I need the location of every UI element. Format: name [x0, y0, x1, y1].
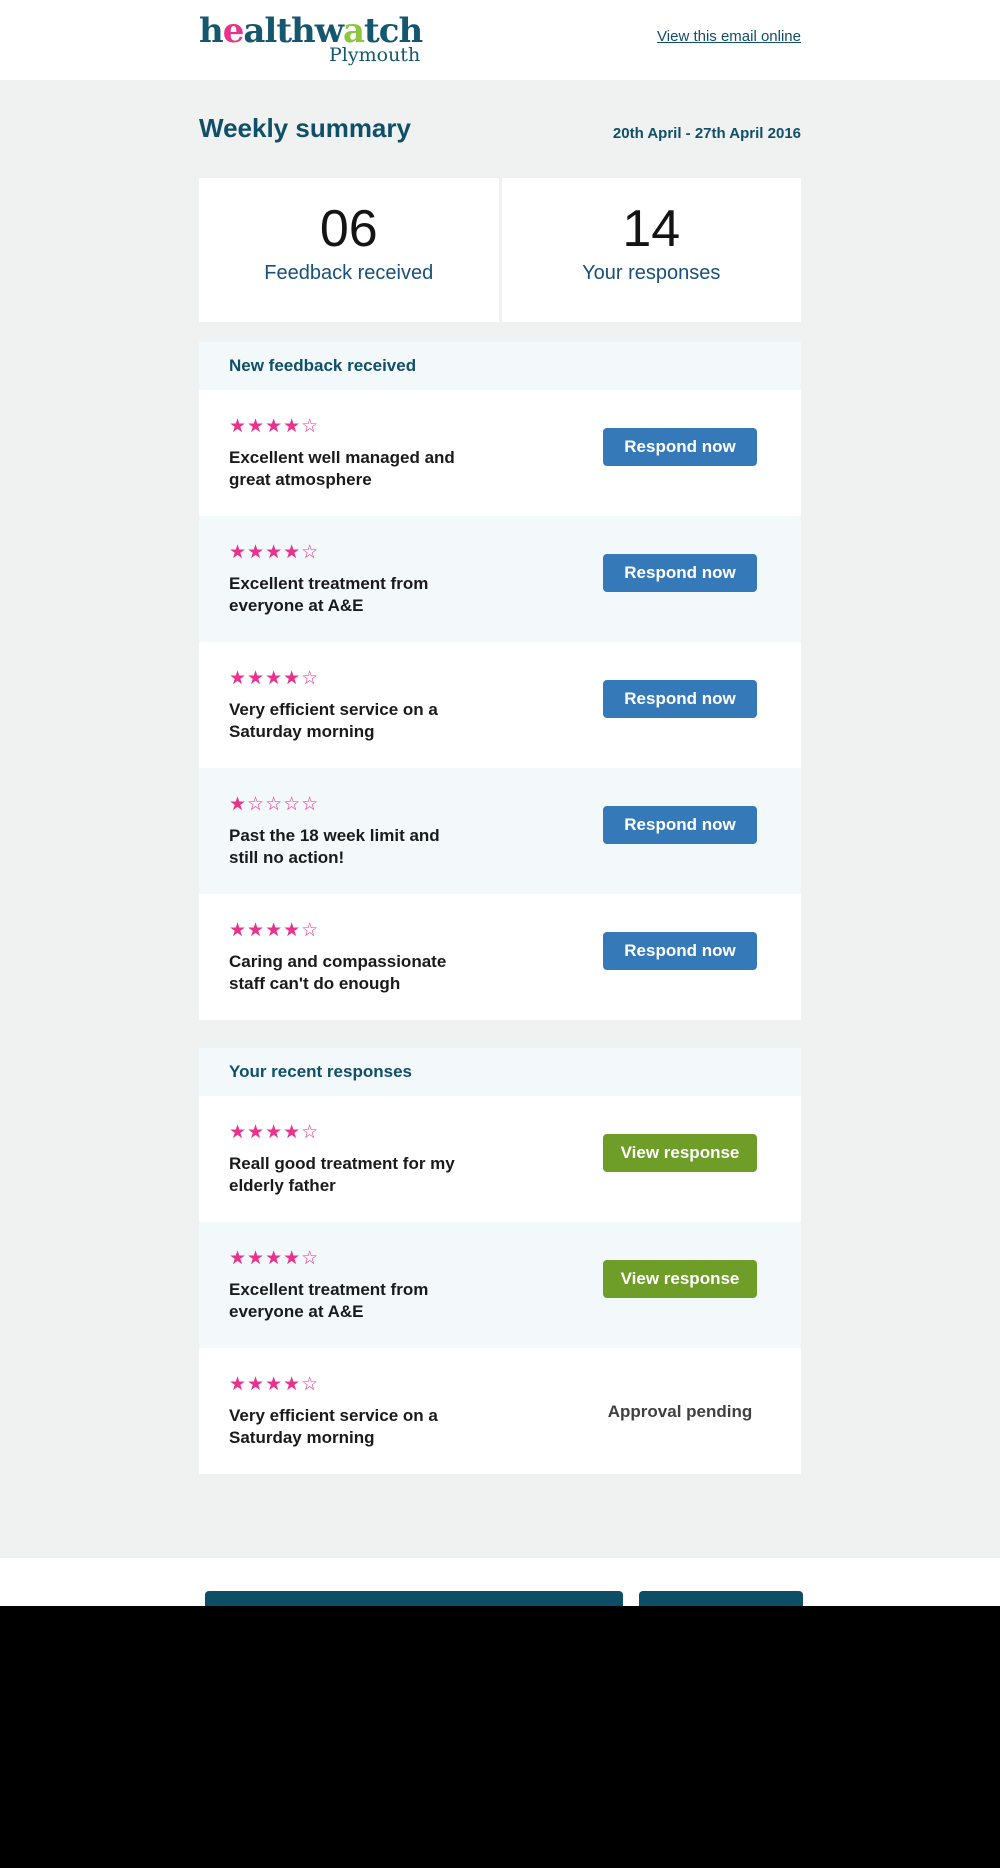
feedback-text: Very efficient service on a Saturday morning — [229, 700, 438, 741]
star-rating: ★☆☆☆☆ — [229, 794, 320, 815]
section-title-new-feedback: New feedback received — [199, 342, 801, 390]
approval-pending-status: Approval pending — [607, 1402, 753, 1421]
stat-label: Feedback received — [264, 261, 434, 284]
stat-feedback-received — [199, 178, 499, 322]
respond-now-button[interactable]: Respond now — [603, 806, 757, 844]
logo-e-glyph: e — [222, 11, 244, 51]
feedback-text: Reall good treatment for my elderly father — [229, 1154, 455, 1195]
section-title-recent-responses: Your recent responses — [199, 1048, 801, 1096]
feedback-content — [229, 1248, 469, 1323]
footer-button-right[interactable] — [639, 1591, 803, 1606]
stat-value: 06 — [319, 199, 378, 258]
feedback-content — [229, 668, 469, 743]
feedback-content — [229, 542, 469, 617]
respond-now-button[interactable]: Respond now — [603, 680, 757, 718]
respond-now-button[interactable]: Respond now — [603, 554, 757, 592]
new-feedback-card — [199, 342, 801, 1020]
stat-value: 14 — [622, 199, 681, 258]
feedback-content — [229, 794, 469, 869]
footer-button-left[interactable] — [205, 1591, 623, 1606]
feedback-content — [229, 920, 469, 995]
page-title: Weekly summary — [199, 113, 411, 143]
feedback-text: Very efficient service on a Saturday morning — [229, 1406, 438, 1447]
logo-wordmark: healthwatch — [199, 11, 423, 51]
feedback-row — [199, 894, 801, 1020]
healthwatch-logo — [199, 11, 423, 66]
feedback-action — [603, 416, 757, 466]
stat-your-responses — [502, 178, 802, 322]
feedback-text: Excellent treatment from everyone at A&E — [229, 1280, 429, 1321]
feedback-action — [603, 542, 757, 592]
feedback-action — [603, 1122, 757, 1172]
view-response-button[interactable]: View response — [603, 1134, 757, 1172]
feedback-row — [199, 390, 801, 516]
feedback-action — [603, 1374, 757, 1422]
feedback-content — [229, 1122, 469, 1197]
feedback-content — [229, 1374, 469, 1449]
view-response-button[interactable]: View response — [603, 1260, 757, 1298]
star-rating: ★★★★☆ — [229, 416, 320, 437]
feedback-text: Past the 18 week limit and still no action! — [229, 826, 440, 867]
star-rating: ★★★★☆ — [229, 1248, 320, 1269]
feedback-row — [199, 1348, 801, 1474]
feedback-text: Excellent treatment from everyone at A&E — [229, 574, 429, 615]
date-range: 20th April - 27th April 2016 — [612, 125, 801, 142]
respond-now-button[interactable]: Respond now — [603, 932, 757, 970]
feedback-row — [199, 1222, 801, 1348]
logo-a-glyph: a — [343, 11, 365, 51]
feedback-row — [199, 642, 801, 768]
feedback-content — [229, 416, 469, 491]
stats-row — [199, 178, 801, 322]
star-rating: ★★★★☆ — [229, 1374, 320, 1395]
feedback-text: Excellent well managed and great atmosphere — [229, 448, 455, 489]
view-email-online-link[interactable]: View this email online — [657, 28, 801, 45]
feedback-action — [603, 668, 757, 718]
star-rating: ★★★★☆ — [229, 542, 320, 563]
feedback-text: Caring and compassionate staff can't do enough — [229, 952, 447, 993]
recent-responses-card — [199, 1048, 801, 1474]
feedback-action — [603, 794, 757, 844]
header — [0, 0, 1000, 80]
feedback-row — [199, 516, 801, 642]
footer — [0, 1558, 1000, 1606]
stat-label: Your responses — [582, 261, 721, 284]
respond-now-button[interactable]: Respond now — [603, 428, 757, 466]
logo-subtitle: Plymouth — [329, 44, 421, 66]
star-rating: ★★★★☆ — [229, 1122, 320, 1143]
email-body — [0, 80, 1000, 1558]
feedback-action — [603, 920, 757, 970]
footer-black-region — [0, 1606, 1000, 1868]
star-rating: ★★★★☆ — [229, 920, 320, 941]
feedback-row — [199, 1096, 801, 1222]
star-rating: ★★★★☆ — [229, 668, 320, 689]
feedback-row — [199, 768, 801, 894]
feedback-action — [603, 1248, 757, 1298]
